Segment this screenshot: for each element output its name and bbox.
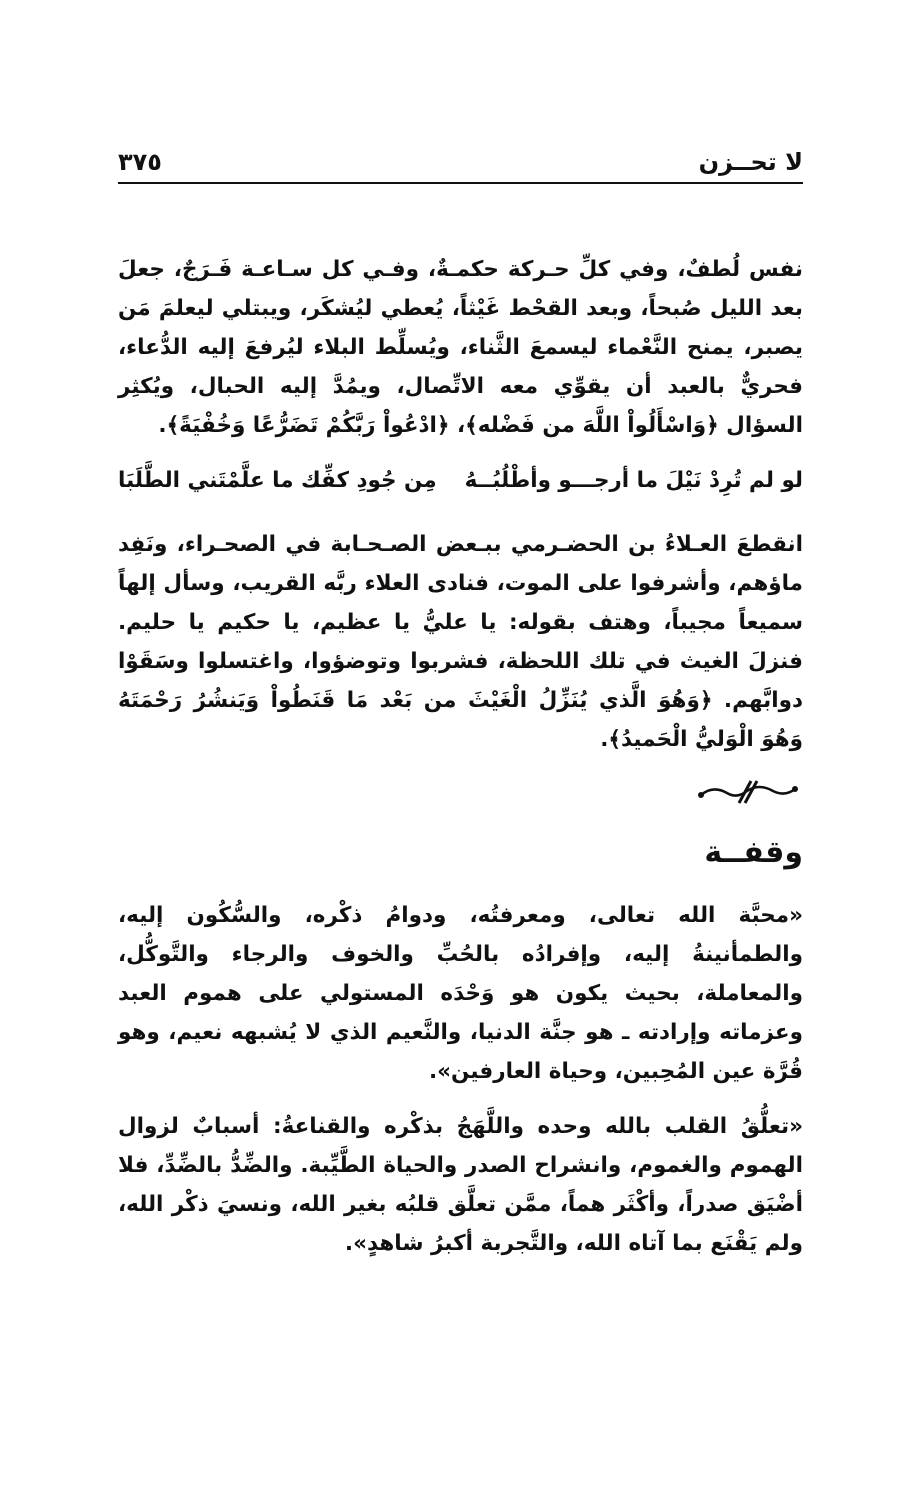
paragraph-4: «تعلُّقُ القلب بالله وحده واللَّهَجُ بذكْره والقناعةُ: أسبابٌ لزوال الهموم والغموم، وانشراح الصدر والحياة الطَّيِّبة. والضِّدُّ بالضِّدِّ، فلا أضْيَق صدراً، وأكْثَر هماً، ممَّن تعلَّق قلبُه بغير الله، ونسيَ ذكْر الله، ولم يَقْنَع بما آتاه الله، والتَّجربة أكبرُ شاهدٍ». <box>118 1114 803 1256</box>
ornament-divider-svg <box>693 775 803 809</box>
page-body <box>118 250 803 1279</box>
section-title: وقفــة <box>704 835 803 870</box>
poetry-verse <box>118 461 803 501</box>
ornament-divider-icon <box>118 775 803 815</box>
paragraph-2-text: انقطعَ العـلاءُ بن الحضـرمي ببـعض الصـحـابة في الصحـراء، ونَفِد ماؤهم، وأشرفوا على الموت، فنادى العلاء ربَّه القريب، وسأل إلهاً سميعاً مجيباً، وهتف بقوله: يا عليُّ يا عظيم، يا حكيم يا حليم. فنزلَ الغيث في تلك اللحظة، فشربوا وتوضؤوا، واغتسلوا وسَقَوْا دوابَّهم. <box>118 532 803 713</box>
paragraph-2 <box>118 525 803 759</box>
paragraph-1-text: نفس لُطفٌ، وفي كلِّ حـركة حكمـةٌ، وفـي كل سـاعـة فَـرَجٌ، جعلَ بعد الليل صُبحاً، وبعد القحْط غَيْثاً، يُعطي ليُشكَر، ويبتلي ليعلمَ مَن يصبر، يمنح النَّعْماء ليسمعَ الثَّناء، ويُسلِّط البلاء ليُرفعَ إليه الدُّعاء، فحريٌّ بالعبد أن يقوِّي معه الاتِّصال، ويمُدَّ إليه الحبال، ويُكثِر السؤال <box>118 257 803 438</box>
verse-second-hemistich: مِن جُودِ كفِّك ما علَّمْتَني الطَّلَبَا <box>118 468 437 493</box>
verse-first-hemistich: لو لم تُرِدْ نَيْلَ ما أرجـــو وأطْلُبُــهُ <box>464 468 803 493</box>
paragraph-2-quran: ﴿وَهُوَ الَّذي يُنَزِّلُ الْغَيْثَ من بَعْد مَا قَنَطُواْ وَيَنشُرُ رَحْمَتَهُ وَهُوَ الْوَليُّ الْحَميدُ﴾. <box>118 688 803 752</box>
paragraph-1 <box>118 250 803 445</box>
paragraph-1-quran: ﴿وَاسْأَلُواْ اللَّهَ من فَضْله﴾، ﴿ادْعُواْ رَبَّكُمْ تَضَرُّعًا وَخُفْيَةً﴾. <box>158 413 719 438</box>
paragraph-3: «محبَّة الله تعالى، ومعرفتُه، ودوامُ ذكْره، والسُّكُون إليه، والطمأنينةُ إليه، وإفرادُه بالحُبِّ والخوف والرجاء والتَّوكُّل، والمعاملة، بحيث يكون هو وَحْدَه المستولي على هموم العبد وعزماته وإرادته ـ هو جنَّة الدنيا، والنَّعيم الذي لا يُشبهه نعيم، وهو قُرَّة عين المُحِبين، وحياة العارفين». <box>118 903 803 1084</box>
page-header <box>118 140 803 184</box>
book-title: لا تحــزن <box>698 148 803 176</box>
page-number: ٣٧٥ <box>118 148 162 176</box>
